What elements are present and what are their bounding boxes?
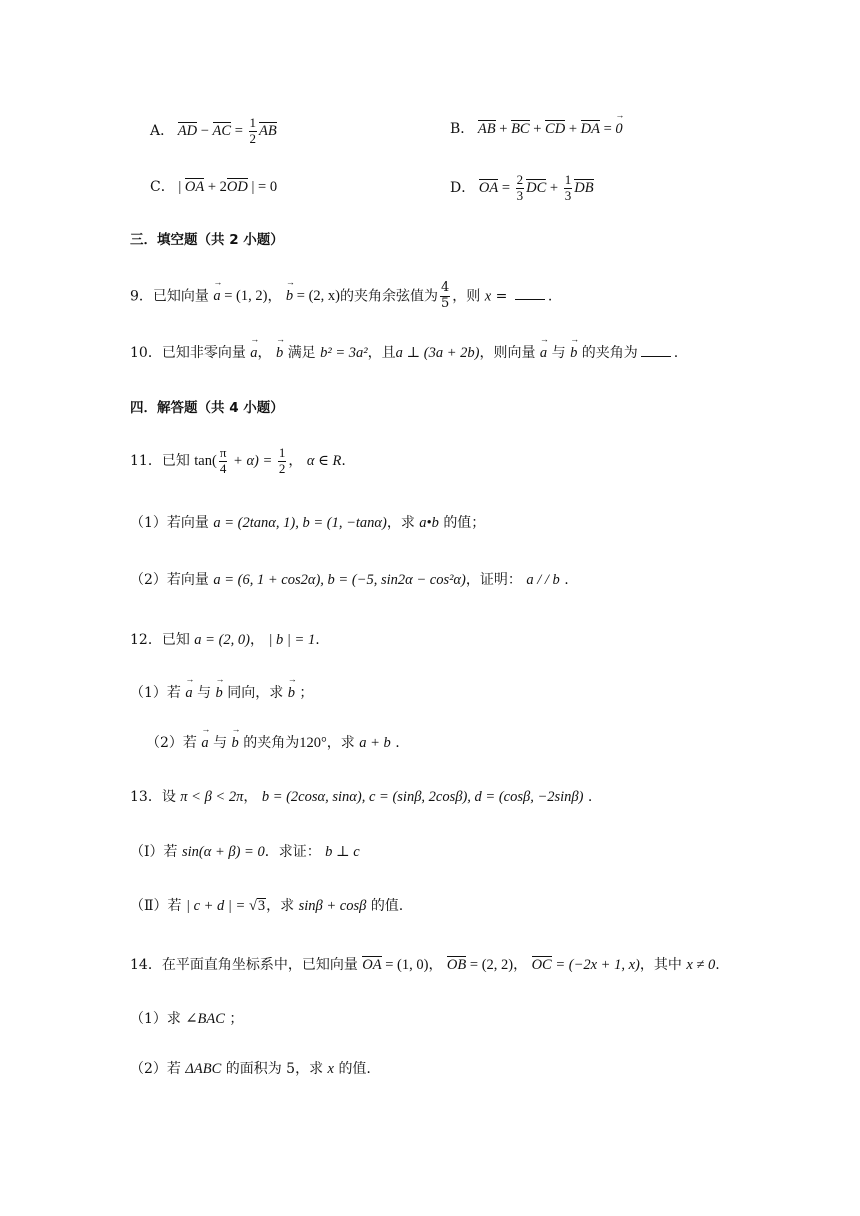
fraction: $\frac{\pi}{4}$ — [219, 445, 227, 476]
option-b: B． AB + BC + CD + DA = → 0 — [450, 122, 623, 137]
question-12-part-2: （2）若 → a 与 → b 的夹角为120°，求 a + b . — [146, 736, 400, 751]
question-11-part-1: （1）若向量 a = (2tanα, 1), b = (1, −tanα)，求 a•b 的值； — [130, 515, 486, 531]
answer-blank — [515, 298, 545, 300]
option-c: C． | OA + 2OD | = 0 — [150, 179, 278, 195]
option-d: D． OA = $\frac{2}{3}$ DC + $\frac{1}{3}$ DB — [450, 172, 594, 203]
fraction: $\frac{1}{2}$ — [249, 115, 256, 146]
fraction: $\frac{2}{3}$ — [516, 172, 524, 203]
question-9: 9．已知向量 → a = (1, 2)， → b = (2, x)的夹角余弦值为 $\frac{4}{5}$ ，则 x = . — [130, 281, 552, 312]
answer-blank — [641, 355, 671, 357]
question-13: 13．设 π < β < 2π， b = (2cosα, sinα), c = (sinβ, 2cosβ), d = (cosβ, −2sinβ) . — [130, 789, 593, 805]
question-10: 10．已知非零向量 → a， → b 满足 b² = 3a²，且a ⊥ (3a + 2b)，则向量 → a 与 → b 的夹角为 . — [130, 346, 678, 361]
section-heading-fill-in: 三．填空题（共 2 小题） — [130, 232, 284, 248]
fraction: $\frac{1}{2}$ — [278, 445, 286, 476]
question-13-part-1: （Ⅰ）若 sin(α + β) = 0．求证： b ⊥ c — [130, 844, 360, 860]
question-14-part-2: （2）若 ΔABC 的面积为 5，求 x 的值. — [130, 1061, 371, 1077]
question-14: 14．在平面直角坐标系中，已知向量 OA = (1, 0)， OB = (2, 2)， OC = (−2x + 1, x)，其中 x ≠ 0. — [130, 957, 720, 973]
question-14-part-1: （1）求 ∠BAC ； — [130, 1011, 244, 1027]
question-11-part-2: （2）若向量 a = (6, 1 + cos2α), b = (−5, sin2α − cos²α)，证明： a / / b . — [130, 572, 569, 588]
section-heading-solutions: 四．解答题（共 4 小题） — [130, 400, 284, 416]
fraction: $\frac{4}{5}$ — [441, 280, 450, 311]
question-11: 11．已知 tan( $\frac{\pi}{4}$ + α) = $\frac{1}{2}$ ， α ∈ R. — [130, 445, 346, 476]
question-13-part-2: （Ⅱ）若 | c + d | = √3，求 sinβ + cosβ 的值. — [130, 898, 404, 914]
fraction: $\frac{1}{3}$ — [564, 172, 572, 203]
option-a: A． AD − AC = $\frac{1}{2}$ AB — [150, 115, 277, 146]
question-12-part-1: （1）若 → a 与 → b 同向，求 → b ； — [130, 686, 313, 701]
question-12: 12．已知 a = (2, 0)， | b | = 1. — [130, 632, 320, 648]
